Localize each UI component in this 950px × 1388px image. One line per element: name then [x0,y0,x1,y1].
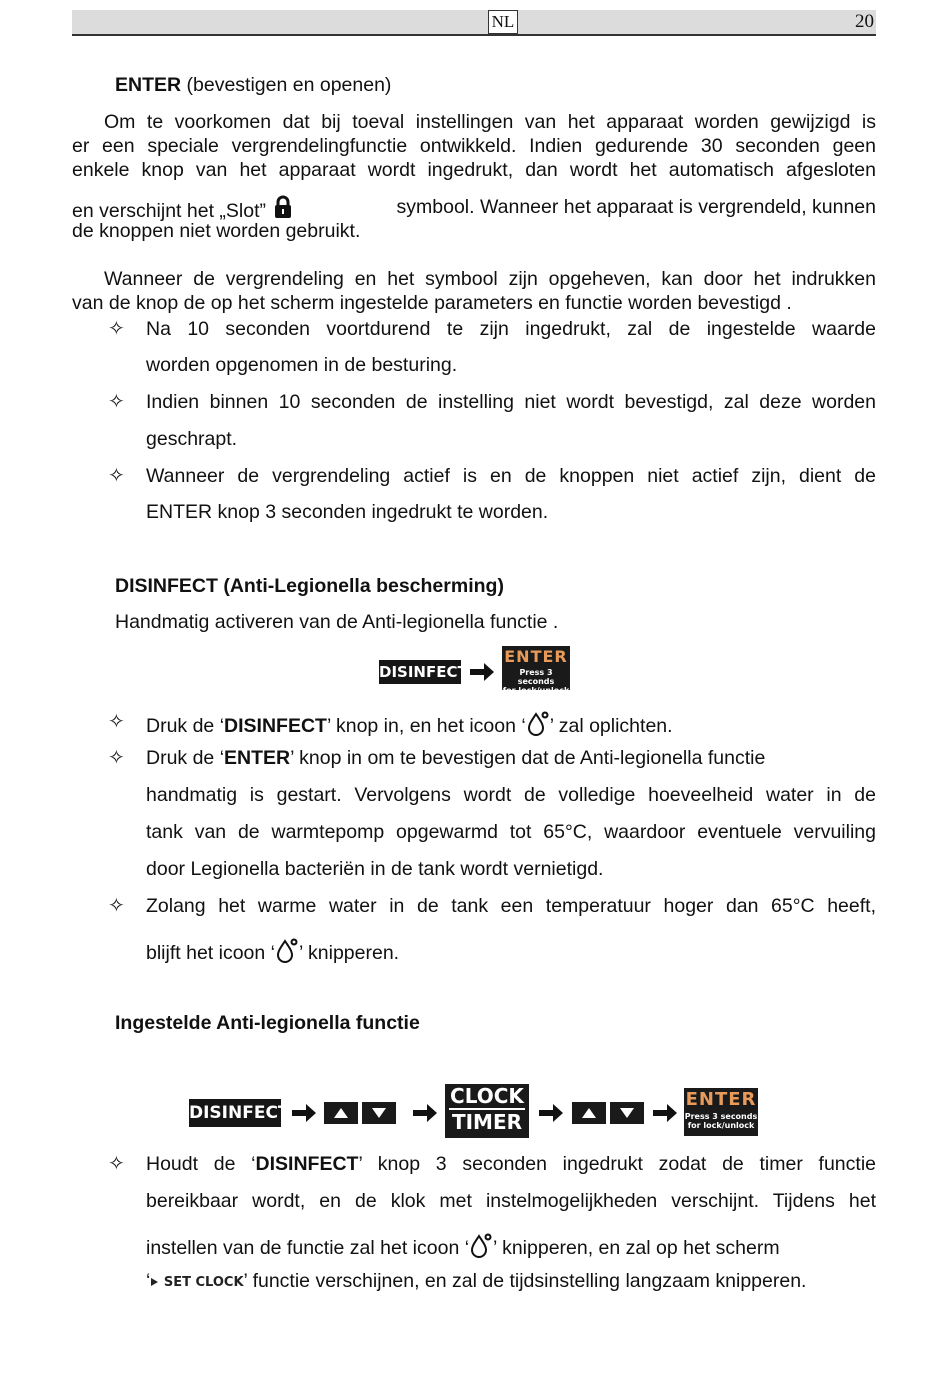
triangle-down-icon [362,1102,396,1124]
up-down-buttons [324,1102,396,1124]
disinfect-button-image: DISINFECT [189,1099,281,1127]
triangle-up-icon [572,1102,606,1124]
text-part: Houdt de ‘ [146,1153,256,1175]
triangle-down-icon [610,1102,644,1124]
enter-button-image [502,646,570,695]
enter-sub2: for lock/unlock [687,1121,755,1130]
disinfect-bullet2-line3: tank van de warmtepomp opgewarmd tot 65°C, waardoor eventuele vervuiling [146,821,876,843]
enter-heading [115,73,391,97]
enter-para1-line3: enkele knop van het apparaat wordt ingedrukt, dan wordt het automatisch afgesloten [72,159,876,181]
enter-bullet3-line1: Wanneer de vergrendeling actief is en de knoppen niet actief zijn, dient de [146,465,876,487]
language-tag: NL [488,10,518,34]
enter-title: ENTER [115,74,182,96]
set-clock-label: SET CLOCK [163,1275,244,1290]
disinfect-bullet2-line2: handmatig is gestart. Vervolgens wordt de volledige hoeveelheid water in de [146,784,876,806]
text-part: Druk de ‘ [146,747,225,769]
text-part: ’ knop in, en het icoon ‘ [326,715,526,737]
timer-label: TIMER [451,1110,523,1134]
bullet-icon: ✧ [108,711,125,733]
enter-para1-line5: de knoppen niet worden gebruikt. [72,220,361,242]
enter-sub1: Press 3 seconds [684,1112,758,1121]
bullet-icon: ✧ [108,391,125,413]
text-part: ’ knipperen. [299,942,400,964]
enter-keyword: ENTER [224,747,291,769]
enter-bullet2-line1: Indien binnen 10 seconden de instelling niet wordt bevestigd, zal deze worden [146,391,876,413]
arrow-right-icon [289,1101,319,1130]
enter-para1-line1: Om te voorkomen dat bij toeval instellingen van het apparaat worden gewijzigd is [104,111,876,133]
arrow-right-icon [410,1101,440,1130]
set-heading: Ingestelde Anti-legionella functie [115,1012,420,1034]
text-part: Druk de ‘ [146,715,225,737]
arrow-right-icon [536,1101,566,1130]
enter-label: ENTER [685,1089,757,1110]
disinfect-heading: DISINFECT (Anti-Legionella bescherming) [115,575,504,597]
set-bullet-line2: bereikbaar wordt, en de klok met instelmogelijkheden verschijnt. Tijdens het [146,1190,876,1212]
disinfect-bullet2-line1 [146,746,876,770]
anti-legionella-icon [275,937,299,969]
disinfect-keyword: DISINFECT [224,715,327,737]
bullet-icon: ✧ [108,465,125,487]
text-part: blijft het icoon ‘ [146,942,275,964]
enter-button-image [684,1088,758,1136]
set-bullet-line3 [146,1232,876,1264]
clock-label: CLOCK [450,1084,524,1108]
up-down-buttons [572,1102,644,1124]
enter-sub1: Press 3 seconds [517,668,555,686]
disinfect-bullet1 [146,710,673,742]
set-bullet-line1 [146,1152,876,1176]
disinfect-bullet3-line2 [146,937,399,969]
text-part: ’ knipperen, en zal op het scherm [493,1237,780,1259]
page-header [72,10,876,36]
enter-sub2: for lock/unlock [502,686,570,695]
enter-bullet2-line2: geschrapt. [146,428,238,450]
enter-para2-line2: van de knop de op het scherm ingestelde parameters en functie worden bevestigd . [72,292,792,314]
enter-label: ENTER [504,647,568,666]
disinfect-bullet3-line1: Zolang het warme water in de tank een temperatuur hoger dan 65°C heeft, [146,895,876,917]
bullet-icon: ✧ [108,1153,125,1175]
page-number: 20 [855,11,874,32]
clock-timer-button-image [445,1084,529,1138]
bullet-icon: ✧ [108,318,125,340]
text-part: ’ knop in om te bevestigen dat de Anti-legionella functie [290,747,766,769]
disinfect-keyword: DISINFECT [255,1153,359,1175]
text-part: instellen van de functie zal het icoon ‘ [146,1237,470,1259]
set-bullet-line4 [146,1269,806,1295]
set-clock-display [150,1271,243,1295]
arrow-right-icon [468,660,496,689]
disinfect-bullet2-line4: door Legionella bacteriën in de tank wordt vernietigd. [146,858,604,880]
enter-title-suffix: (bevestigen en openen) [181,74,392,96]
enter-para1-line2: er een speciale vergrendelingfunctie ontwikkeld. Indien gedurende 30 seconden geen [72,135,876,157]
enter-bullet1-line2: worden opgenomen in de besturing. [146,354,458,376]
disinfect-button-image: DISINFECT [379,660,461,684]
text-part: ’ zal oplichten. [549,715,673,737]
anti-legionella-icon [526,710,550,742]
enter-para2-line1: Wanneer de vergrendeling en het symbool zijn opgeheven, kan door het indrukken [104,268,876,290]
enter-bullet3-line2: ENTER knop 3 seconden ingedrukt te worden. [146,501,549,523]
play-icon [150,1277,159,1287]
anti-legionella-icon [469,1232,493,1264]
text-part: ’ functie verschijnen, en zal de tijdsinstelling langzaam knipperen. [243,1270,807,1292]
enter-bullet1-line1: Na 10 seconden voortdurend te zijn ingedrukt, zal de ingestelde waarde [146,318,876,340]
text-part: ‘ [146,1270,151,1292]
triangle-up-icon [324,1102,358,1124]
slot-text-after: symbool. Wanneer het apparaat is vergrendeld, kunnen [396,196,876,218]
bullet-icon: ✧ [108,747,125,769]
disinfect-intro: Handmatig activeren van de Anti-legionella functie . [115,611,559,633]
bullet-icon: ✧ [108,895,125,917]
arrow-right-icon [650,1101,680,1130]
text-part: ’ knop 3 seconden ingedrukt zodat de timer functie [358,1153,876,1175]
slot-text: en verschijnt het „Slot” [72,200,267,222]
